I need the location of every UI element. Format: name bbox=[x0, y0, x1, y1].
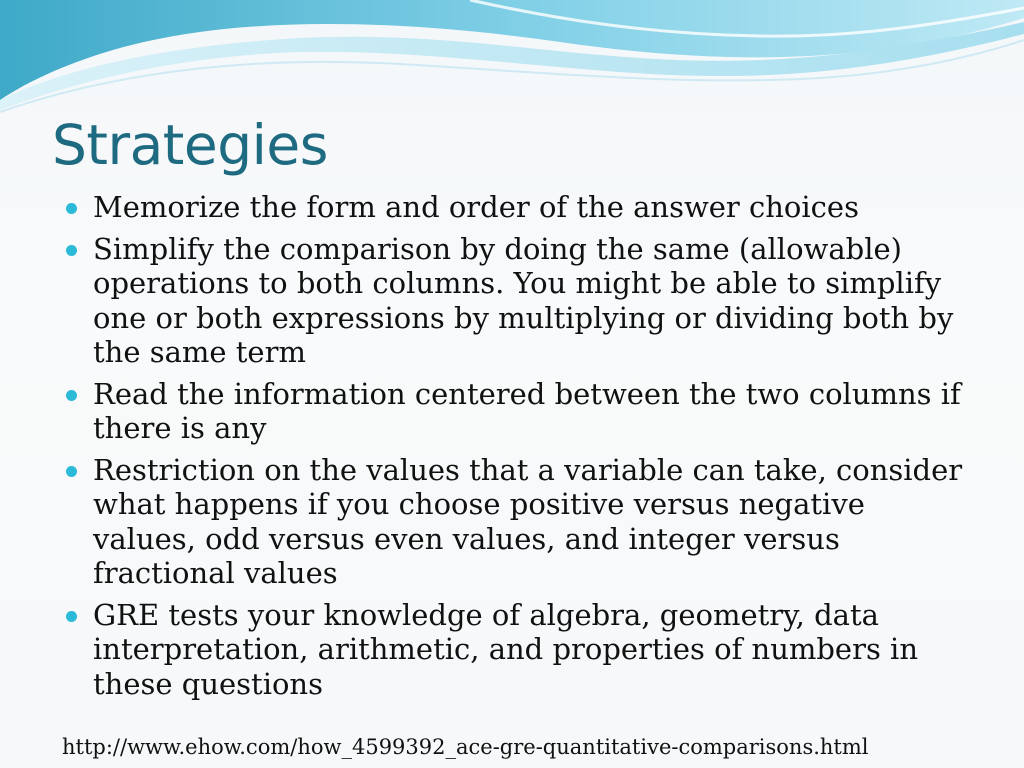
bullet-text: Restriction on the values that a variable can take, consider what happens if you choose positive versus negative values, odd versus even values, and integer versus fractional values bbox=[93, 452, 963, 590]
list-item bbox=[64, 453, 969, 591]
bullet-dot-icon bbox=[66, 466, 77, 477]
bullet-text: Memorize the form and order of the answer choices bbox=[93, 190, 859, 224]
bullet-list bbox=[64, 190, 969, 708]
bullet-dot-icon bbox=[66, 245, 77, 256]
wave-header-decoration bbox=[0, 0, 1024, 120]
bullet-dot-icon bbox=[66, 203, 77, 214]
list-item bbox=[64, 377, 969, 446]
bullet-dot-icon bbox=[66, 611, 77, 622]
slide-title: Strategies bbox=[52, 113, 328, 177]
bullet-dot-icon bbox=[66, 390, 77, 401]
bullet-text: GRE tests your knowledge of algebra, geometry, data interpretation, arithmetic, and properties of numbers in these questions bbox=[93, 597, 919, 701]
list-item bbox=[64, 598, 969, 702]
list-item bbox=[64, 232, 969, 370]
bullet-text: Read the information centered between the two columns if there is any bbox=[93, 376, 961, 445]
list-item bbox=[64, 190, 969, 225]
bullet-text: Simplify the comparison by doing the same (allowable) operations to both columns. You might be able to simplify one or both expressions by multiplying or dividing both by the same term bbox=[93, 231, 954, 369]
source-url: http://www.ehow.com/how_4599392_ace-gre-quantitative-comparisons.html bbox=[62, 735, 869, 759]
